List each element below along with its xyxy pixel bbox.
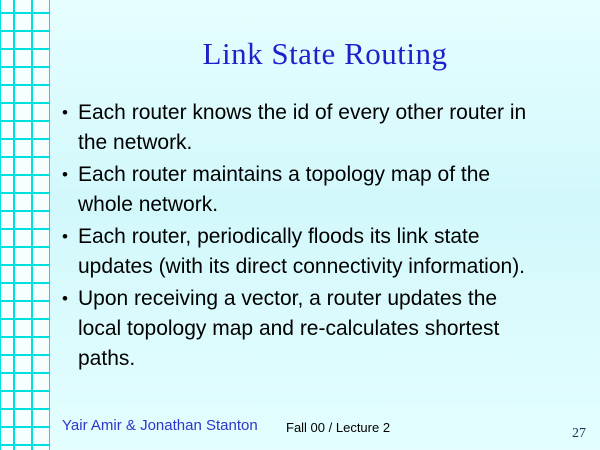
- grid-border-decoration: [0, 0, 50, 450]
- slide-title: Link State Routing: [202, 36, 448, 71]
- page-number: 27: [572, 426, 586, 441]
- bullet-text: [78, 160, 490, 220]
- footer-authors: Yair Amir & Jonathan Stanton: [62, 417, 258, 434]
- bullet-line: Each router knows the id of every other router in: [78, 101, 527, 124]
- bullet-line: Each router, periodically floods its link state: [78, 225, 480, 248]
- bullet-marker: •: [62, 289, 68, 308]
- bullet-marker: •: [62, 103, 68, 122]
- bullet-line: whole network.: [78, 193, 219, 216]
- list-item: [62, 284, 587, 374]
- footer-course-label: Fall 00 / Lecture 2: [286, 420, 391, 435]
- bullet-line: paths.: [78, 347, 136, 370]
- bullet-line: Upon receiving a vector, a router updates the: [78, 287, 498, 310]
- bullet-text: [78, 284, 499, 374]
- bullet-line: the network.: [78, 131, 193, 154]
- list-item: [62, 222, 587, 282]
- bullet-line: Each router maintains a topology map of the: [78, 163, 491, 186]
- bullet-text: [78, 222, 525, 282]
- bullet-line: updates (with its direct connectivity information).: [78, 255, 526, 278]
- bullet-text: [78, 98, 526, 158]
- list-item: [62, 160, 587, 220]
- list-item: [62, 98, 587, 158]
- bullet-marker: •: [62, 227, 68, 246]
- bullet-list: [62, 98, 587, 376]
- bullet-marker: •: [62, 165, 68, 184]
- bullet-line: local topology map and re-calculates shortest: [78, 317, 500, 340]
